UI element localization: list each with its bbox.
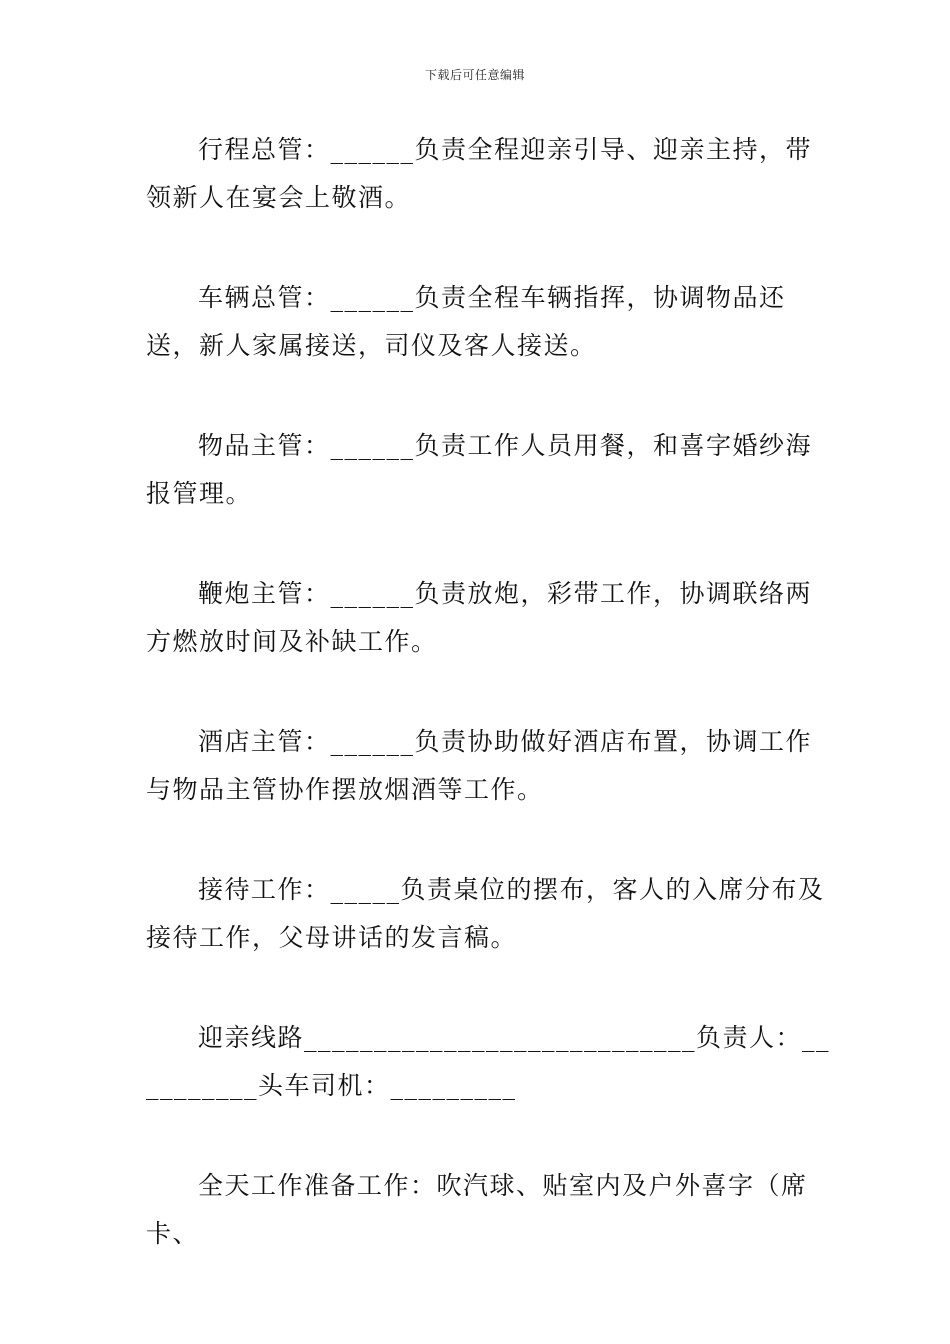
paragraph-reception: 接待工作：_____负责桌位的摆布，客人的入席分布及接待工作，父母讲话的发言稿。: [146, 875, 825, 952]
paragraph-hotel-manager: 酒店主管：______负责协助做好酒店布置，协调工作与物品主管协作摆放烟酒等工作。: [146, 727, 813, 804]
page-header-note: 下载后可任意编辑: [424, 68, 525, 82]
document-body: [146, 126, 836, 1258]
paragraph-vehicle-manager: 车辆总管：______负责全程车辆指挥，协调物品还送，新人家属接送，司仪及客人接送。: [146, 283, 786, 360]
paragraph-supplies-manager: 物品主管：______负责工作人员用餐，和喜字婚纱海报管理。: [146, 431, 813, 508]
paragraph-all-day-prep: 全天工作准备工作：吹汽球、贴室内及户外喜字（席卡、: [146, 1171, 808, 1248]
paragraph-firecracker-manager: 鞭炮主管：______负责放炮，彩带工作，协调联络两方燃放时间及补缺工作。: [146, 579, 813, 656]
paragraph-route: 迎亲线路____________________________负责人：__________头车司机：_________: [146, 1023, 831, 1100]
paragraph-itinerary-manager: 行程总管：______负责全程迎亲引导、迎亲主持，带领新人在宴会上敬酒。: [146, 135, 813, 212]
